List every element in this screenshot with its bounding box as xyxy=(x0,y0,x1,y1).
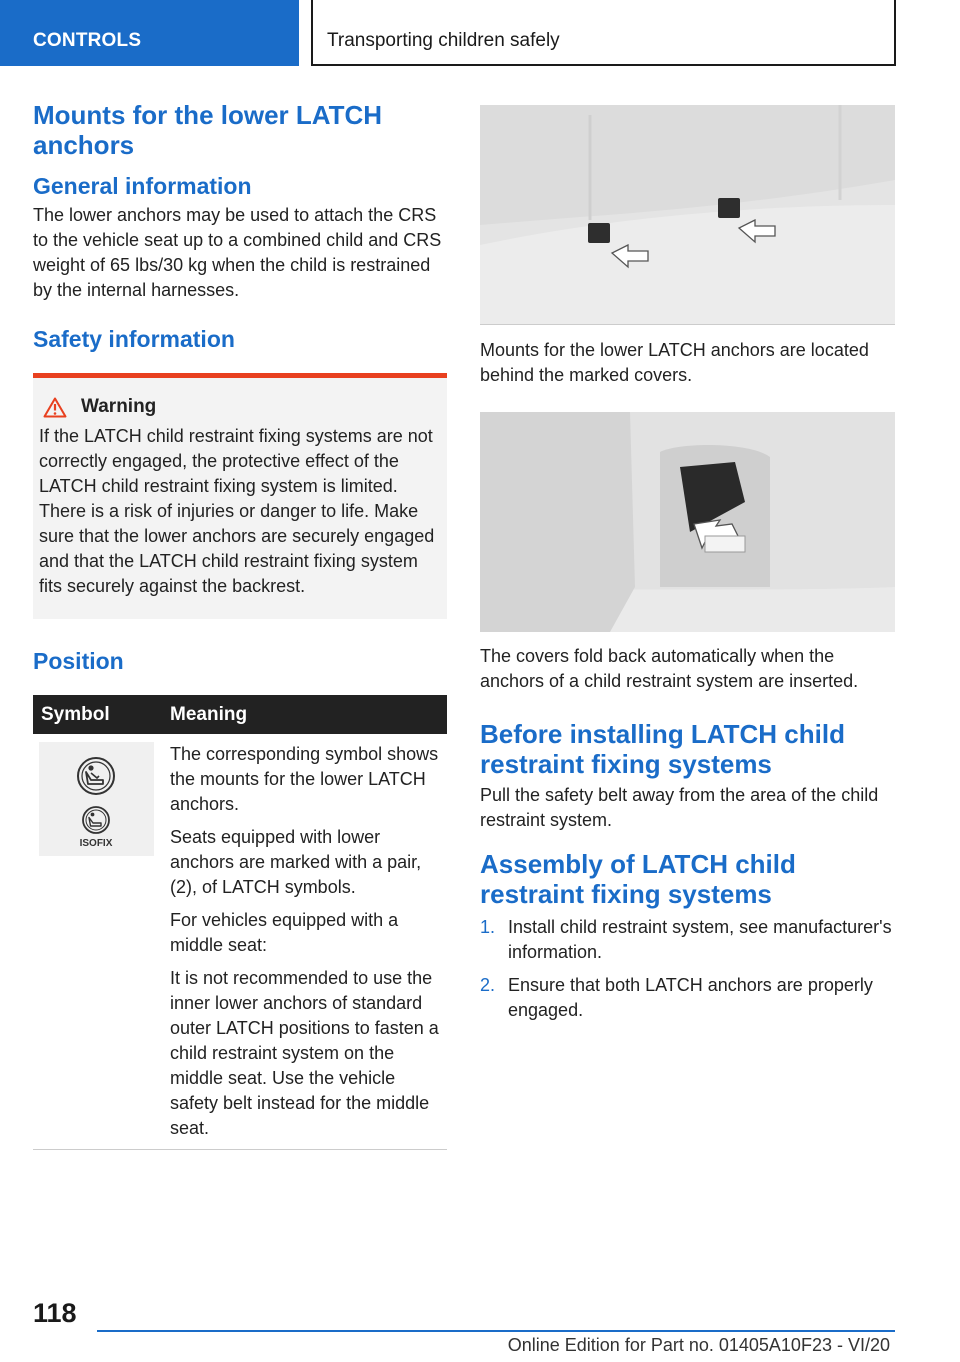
photo-caption-2: The covers fold back automatically when the anchors of a child restraint system are inserted. xyxy=(480,646,859,691)
right-column xyxy=(480,105,895,1031)
warning-title: Warning xyxy=(81,396,157,417)
assembly-heading: Assembly of LATCH child restraint fixing systems xyxy=(480,849,796,909)
before-installing-heading: Before installing LATCH child restraint fixing systems xyxy=(480,719,845,779)
rear-seat-illustration xyxy=(480,105,895,325)
step-text: Ensure that both LATCH anchors are properly engaged. xyxy=(508,975,873,1020)
page-heading: Mounts for the lower LATCH anchors xyxy=(33,100,383,160)
symbol-table xyxy=(33,695,447,1150)
warning-header xyxy=(39,396,447,418)
symbol-cell xyxy=(33,734,162,1150)
meaning-paragraph: The corresponding symbol shows the mounts for the lower LATCH anchors. xyxy=(170,744,439,814)
rear-seat-photo xyxy=(480,105,895,325)
warning-text: If the LATCH child restraint fixing systems are not correctly engaged, the protective effect of the LATCH child restraint fixing system is limited. There is a risk of injuries or danger to life. Make sure that the lower anchors are securely engaged and that the LATCH child restraint fixing system fits securely against the backrest. xyxy=(39,426,435,596)
chapter-title-box xyxy=(311,0,896,66)
position-heading: Position xyxy=(33,648,124,674)
general-info-heading: General information xyxy=(33,173,252,199)
anchor-cover-illustration xyxy=(480,412,895,632)
photo-caption-1: Mounts for the lower LATCH anchors are located behind the marked covers. xyxy=(480,340,869,385)
table-row xyxy=(33,734,447,1150)
general-info-text: The lower anchors may be used to attach the CRS to the vehicle seat up to a combined child and CRS weight of 65 lbs/30 kg when the child is restrained by the internal harnesses. xyxy=(33,205,442,300)
anchor-cover-photo xyxy=(480,412,895,632)
chapter-title: Transporting children safely xyxy=(327,30,560,51)
section-tab xyxy=(0,0,299,66)
list-item xyxy=(480,973,895,1023)
section-label: CONTROLS xyxy=(33,30,142,51)
list-item xyxy=(480,915,895,965)
footer-edition: Online Edition for Part no. 01405A10F23 - VI/20 xyxy=(507,1335,890,1355)
warning-box xyxy=(33,373,447,619)
meaning-cell xyxy=(162,734,447,1150)
page-number: 118 xyxy=(33,1298,77,1328)
meaning-paragraph: For vehicles equipped with a middle seat: xyxy=(170,910,399,955)
left-column xyxy=(33,100,447,1150)
isofix-label: ISOFIX xyxy=(79,838,113,849)
child-seat-icon xyxy=(39,742,154,856)
safety-info-heading: Safety information xyxy=(33,326,235,352)
step-number: 2. xyxy=(480,975,496,995)
table-col-meaning: Meaning xyxy=(162,695,447,734)
before-installing-text: Pull the safety belt away from the area of the child restraint system. xyxy=(480,785,879,830)
meaning-paragraph: It is not recommended to use the inner lower anchors of standard outer LATCH positions to fasten a child restraint system on the middle seat. Use the vehicle safety belt instead for the middle seat. xyxy=(170,968,439,1138)
table-header-row xyxy=(33,695,447,734)
assembly-steps xyxy=(480,915,895,1023)
footer-divider xyxy=(97,1330,895,1332)
latch-symbol-image xyxy=(39,742,154,856)
meaning-paragraph: Seats equipped with lower anchors are marked with a pair, (2), of LATCH symbols. xyxy=(170,827,422,897)
table-col-symbol: Symbol xyxy=(33,695,162,734)
warning-triangle-icon xyxy=(43,397,67,418)
step-number: 1. xyxy=(480,917,496,937)
step-text: Install child restraint system, see manufacturer's information. xyxy=(508,917,892,962)
